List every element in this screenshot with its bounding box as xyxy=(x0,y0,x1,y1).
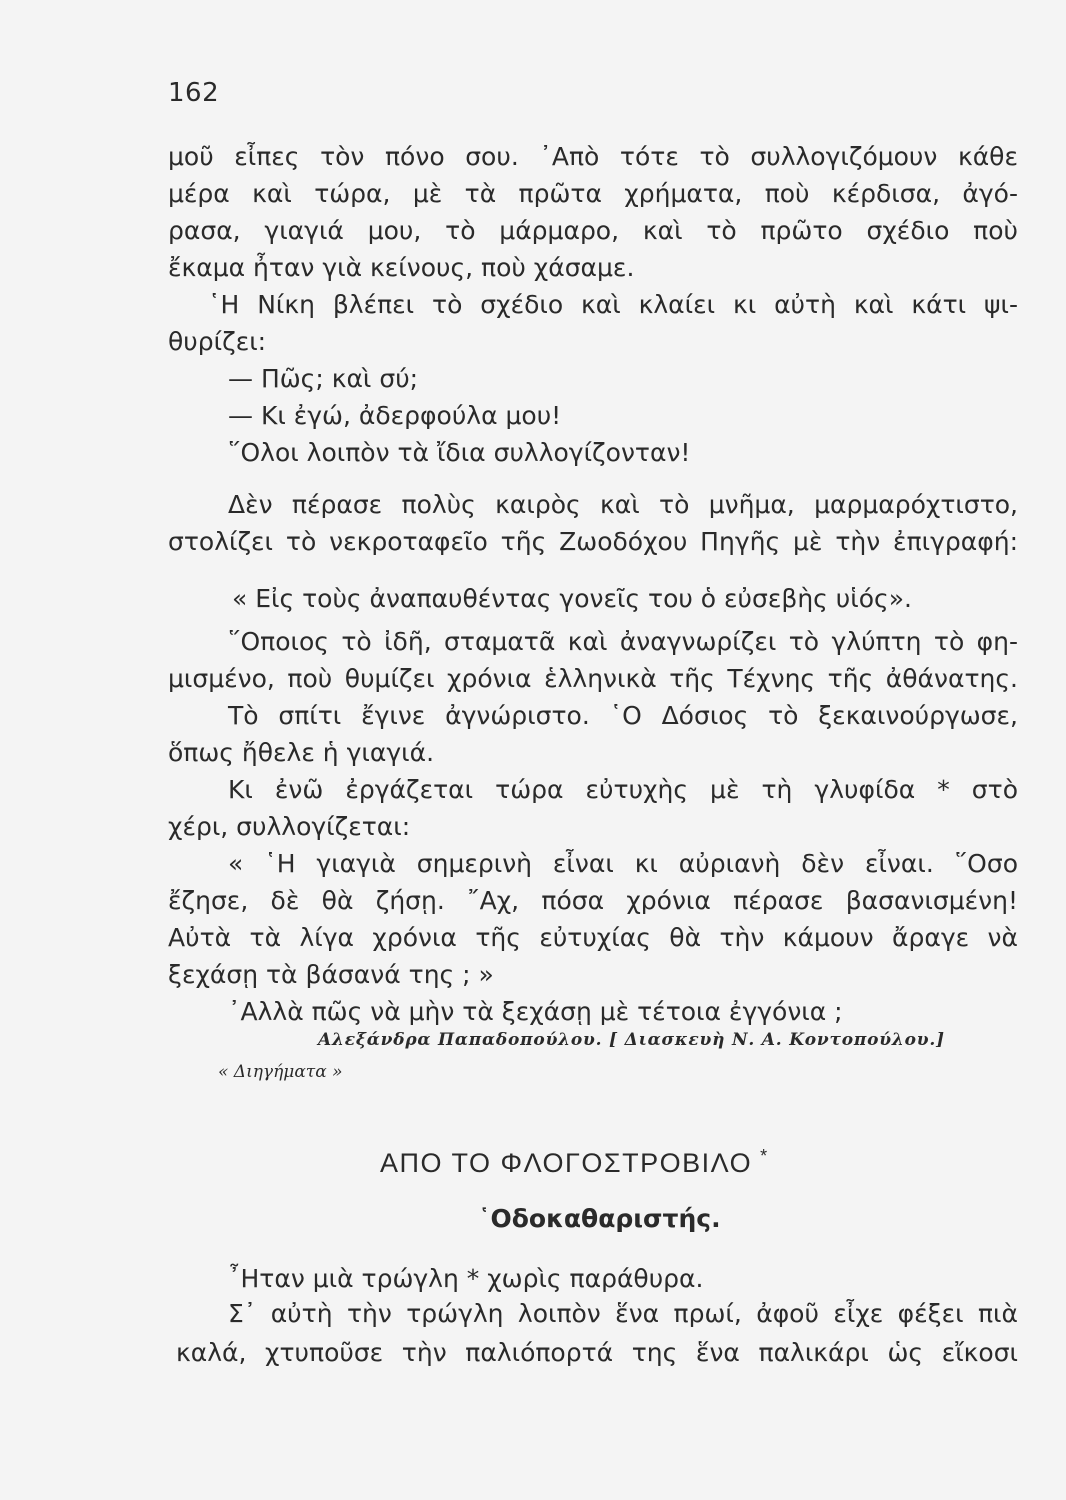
quote-line: Αὐτὰ τὰ λίγα χρόνια τῆς εὐτυχίας θὰ τὴν κάμουν ἄραγε νὰ xyxy=(168,923,1018,952)
section-title-text: ΑΠΟ ΤΟ ΦΛΟΓΟΣΤΡΟΒΙΛΟ xyxy=(380,1148,753,1178)
text-line: καλά, χτυποῦσε τὴν παλιόπορτά της ἕνα παλικάρι ὡς εἴκοσι xyxy=(176,1338,1018,1367)
text-line: Κι ἐνῶ ἐργάζεται τώρα εὐτυχὴς μὲ τὴ γλυφίδα * στὸ xyxy=(228,775,1018,804)
inscription-quote: « Εἰς τοὺς ἀναπαυθέντας γονεῖς του ὁ εὐσεβὴς υἱός». xyxy=(232,584,912,613)
quote-line: « ῾Η γιαγιὰ σημερινὴ εἶναι κι αὐριανὴ δὲν εἶναι. ῞Οσο xyxy=(228,849,1018,878)
text-line: θυρίζει: xyxy=(168,327,267,356)
text-line: ῞Οποιος τὸ ἰδῆ, σταματᾶ καὶ ἀναγνωρίζει τὸ γλύπτη τὸ φη- xyxy=(228,627,1018,656)
text-line: στολίζει τὸ νεκροταφεῖο τῆς Ζωοδόχου Πηγῆς μὲ τὴν ἐπιγραφή: xyxy=(168,527,1018,556)
quote-line: ξεχάσῃ τὰ βάσανά της ; » xyxy=(168,960,494,989)
section-title xyxy=(380,1146,769,1179)
quote-line: ἔζησε, δὲ θὰ ζήσῃ. ῎Αχ, πόσα χρόνια πέρασε βασανισμένη! xyxy=(168,886,1018,915)
text-line: ῏Ηταν μιὰ τρώγλη * χωρὶς παράθυρα. xyxy=(228,1264,704,1293)
text-line: Σ᾿ αὐτὴ τὴν τρώγλη λοιπὸν ἕνα πρωί, ἀφοῦ εἶχε φέξει πιὰ xyxy=(228,1299,1018,1328)
text-line: ᾿Αλλὰ πῶς νὰ μὴν τὰ ξεχάσῃ μὲ τέτοια ἐγγόνια ; xyxy=(228,997,843,1026)
author-signature: Αλεξάνδρα Παπαδοπούλου. [ Διασκευὴ Ν. Α. Κοντοπούλου.] xyxy=(318,1030,945,1050)
dialogue-line: — Κι ἐγώ, ἀδερφούλα μου! xyxy=(228,401,562,430)
text-line: ὅπως ἤθελε ἡ γιαγιά. xyxy=(168,738,435,767)
text-line: ἔκαμα ἦταν γιὰ κείνους, ποὺ χάσαμε. xyxy=(168,253,635,282)
source-citation: « Διηγήματα » xyxy=(218,1062,343,1082)
text-line: ρασα, γιαγιά μου, τὸ μάρμαρο, καὶ τὸ πρῶτο σχέδιο ποὺ xyxy=(168,216,1018,245)
section-subtitle: ῾Οδοκαθαριστής. xyxy=(478,1204,721,1233)
page-number: 162 xyxy=(168,78,220,108)
text-line: Δὲν πέρασε πολὺς καιρὸς καὶ τὸ μνῆμα, μαρμαρόχτιστο, xyxy=(228,490,1018,519)
footnote-mark: * xyxy=(760,1146,769,1166)
text-line: χέρι, συλλογίζεται: xyxy=(168,812,411,841)
text-line: ῾Η Νίκη βλέπει τὸ σχέδιο καὶ κλαίει κι αὐτὴ καὶ κάτι ψι- xyxy=(208,290,1018,319)
dialogue-line: — Πῶς; καὶ σύ; xyxy=(228,364,419,393)
text-line: ῞Ολοι λοιπὸν τὰ ἴδια συλλογίζονταν! xyxy=(228,438,691,467)
text-line: μοῦ εἶπες τὸν πόνο σου. ᾿Απὸ τότε τὸ συλλογιζόμουν κάθε xyxy=(168,142,1018,171)
text-line: Τὸ σπίτι ἔγινε ἀγνώριστο. ῾Ο Δόσιος τὸ ξεκαινούργωσε, xyxy=(228,701,1018,730)
text-line: μισμένο, ποὺ θυμίζει χρόνια ἑλληνικὰ τῆς Τέχνης τῆς ἀθάνατης. xyxy=(168,664,1018,693)
text-line: μέρα καὶ τώρα, μὲ τὰ πρῶτα χρήματα, ποὺ κέρδισα, ἀγό- xyxy=(168,179,1018,208)
